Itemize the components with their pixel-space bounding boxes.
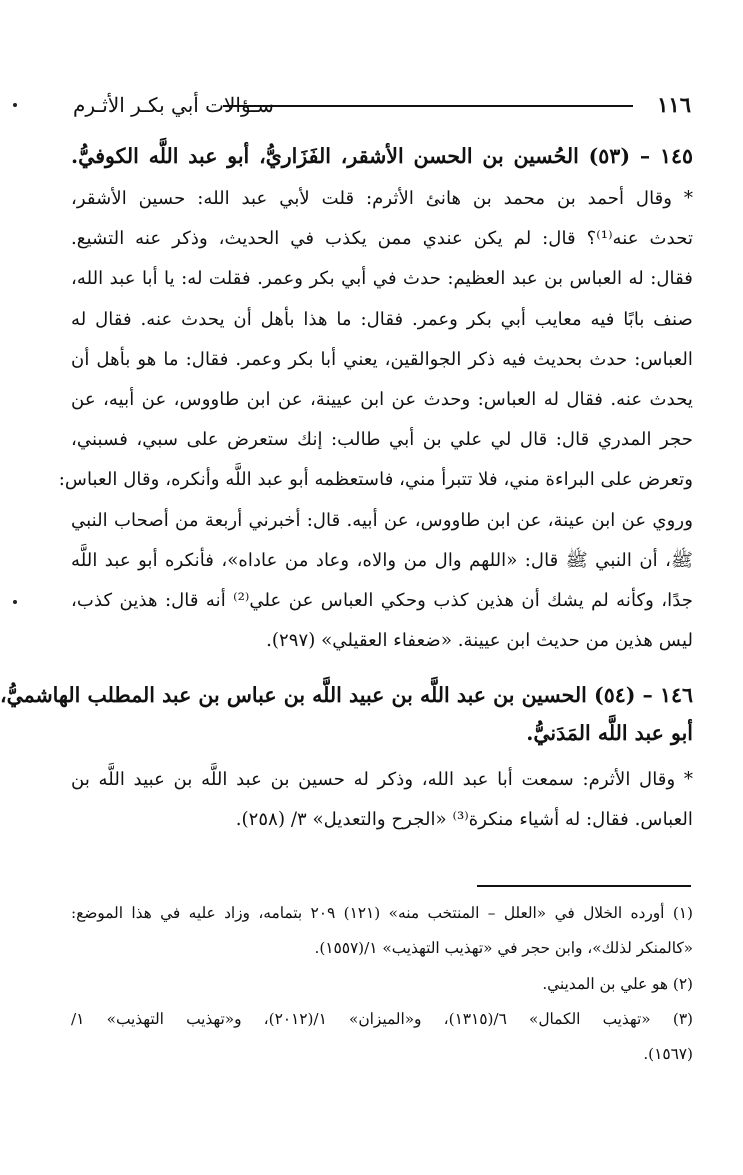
- footnote-line: «كالمنكر لذلك»، وابن حجر في «تهذيب التهذيب» ١/(١٥٥٧).: [314, 939, 693, 958]
- text-line: ليس هذين من حديث ابن عيينة. «ضعفاء العقيلي» (٢٩٧).: [266, 630, 693, 652]
- page-number: ١١٦: [657, 92, 691, 117]
- entry-heading: ١٤٦ – (٥٤) الحسين بن عبد اللَّه بن عبيد اللَّه بن عباس بن عبد المطلب الهاشميُّ،: [0, 683, 693, 707]
- text-line: وتعرض على البراءة مني، فلا تتبرأ مني، فاستعظمه أبو عبد اللَّه وأنكره، وقال العباس:: [58, 469, 693, 491]
- entry-heading-continuation: أبو عبد اللَّه المَدَنيُّ.: [526, 721, 693, 745]
- text-line: * وقال أحمد بن محمد بن هانئ الأثرم: قلت لأبي عبد الله: حسين الأشقر،: [71, 188, 693, 209]
- entry-heading: ١٤٥ – (٥٣) الحُسين بن الحسن الأشقر، الفَزَاريُّ، أبو عبد اللَّه الكوفيُّ.: [71, 144, 693, 168]
- text-line: حجر المدري قال: قال لي علي بن أبي طالب: إنك ستعرض على سبي، فسبني،: [71, 429, 693, 451]
- text-line: العباس. فقال: له أشياء منكرة⁽³⁾ «الجرح والتعديل» ٣/ (٢٥٨).: [235, 809, 693, 831]
- entry-146: [0, 676, 693, 752]
- text-line: جدًا، وكأنه لم يشك أن هذين كذب وحكي العباس عن علي⁽²⁾ أنه قال: هذين كذب،: [71, 589, 693, 611]
- entry-145: [71, 137, 693, 175]
- footnote-line: (٢) هو علي بن المديني.: [542, 974, 693, 993]
- footnote-line: (٣) «تهذيب الكمال» ٦/(١٣١٥)، و«الميزان» ١/(٢٠١٢)، و«تهذيب التهذيب» ١/: [71, 1009, 693, 1028]
- text-line: وروي عن ابن عينة، عن ابن طاووس، عن أبيه. قال: أخبرني أربعة من أصحاب النبي: [71, 509, 693, 531]
- text-line: تحدث عنه⁽¹⁾؟ قال: لم يكن عندي ممن يكذب في الحديث، وذكر عنه التشيع.: [71, 228, 694, 250]
- running-head: [73, 92, 691, 122]
- entry-145-body: [58, 179, 694, 661]
- text-line: ﷺ، أن النبي ﷺ قال: «اللهم وال من والاه، وعاد من عاداه»، فأنكره أبو عبد اللَّه: [71, 549, 693, 571]
- scan-speck-mid-left: [13, 600, 17, 604]
- text-line: صنف بابًا فيه معايب أبي بكر وعمر. فقال: ما هذا بأهل أن يحدث عنه. فقال له: [71, 308, 693, 330]
- text-line: * وقال الأثرم: سمعت أبا عبد الله، وذكر له حسين بن عبد اللَّه بن عبيد اللَّه بن: [71, 769, 693, 790]
- text-line: يحدث عنه. فقال له العباس: وحدث عن ابن عيينة، عن ابن طاووس، عن أبيه، عن: [71, 388, 693, 410]
- text-line: العباس: حدث بحديث فيه ذكر الجوالقين، يعني أبا بكر وعمر. فقال: ما هو بأهل أن: [71, 348, 693, 370]
- text-line: فقال: له العباس بن عبد العظيم: حدث في أبي بكر وعمر. فقلت له: يا أبا عبد الله،: [71, 268, 693, 290]
- footnote-line: (١٥٦٧).: [643, 1045, 693, 1064]
- footnote-separator: [477, 885, 691, 887]
- footnote-line: (١) أورده الخلال في «العلل – المنتخب منه» (١٢١) ٢٠٩ بتمامه، وزاد عليه في هذا الموضع:: [71, 904, 693, 922]
- footnotes: [71, 896, 693, 1072]
- entry-146-body: [71, 760, 693, 840]
- running-head-rule: [223, 105, 633, 107]
- book-title: سـؤالات أبي بكـر الأثـرم: [73, 93, 274, 117]
- scan-speck-top-left: [13, 103, 17, 107]
